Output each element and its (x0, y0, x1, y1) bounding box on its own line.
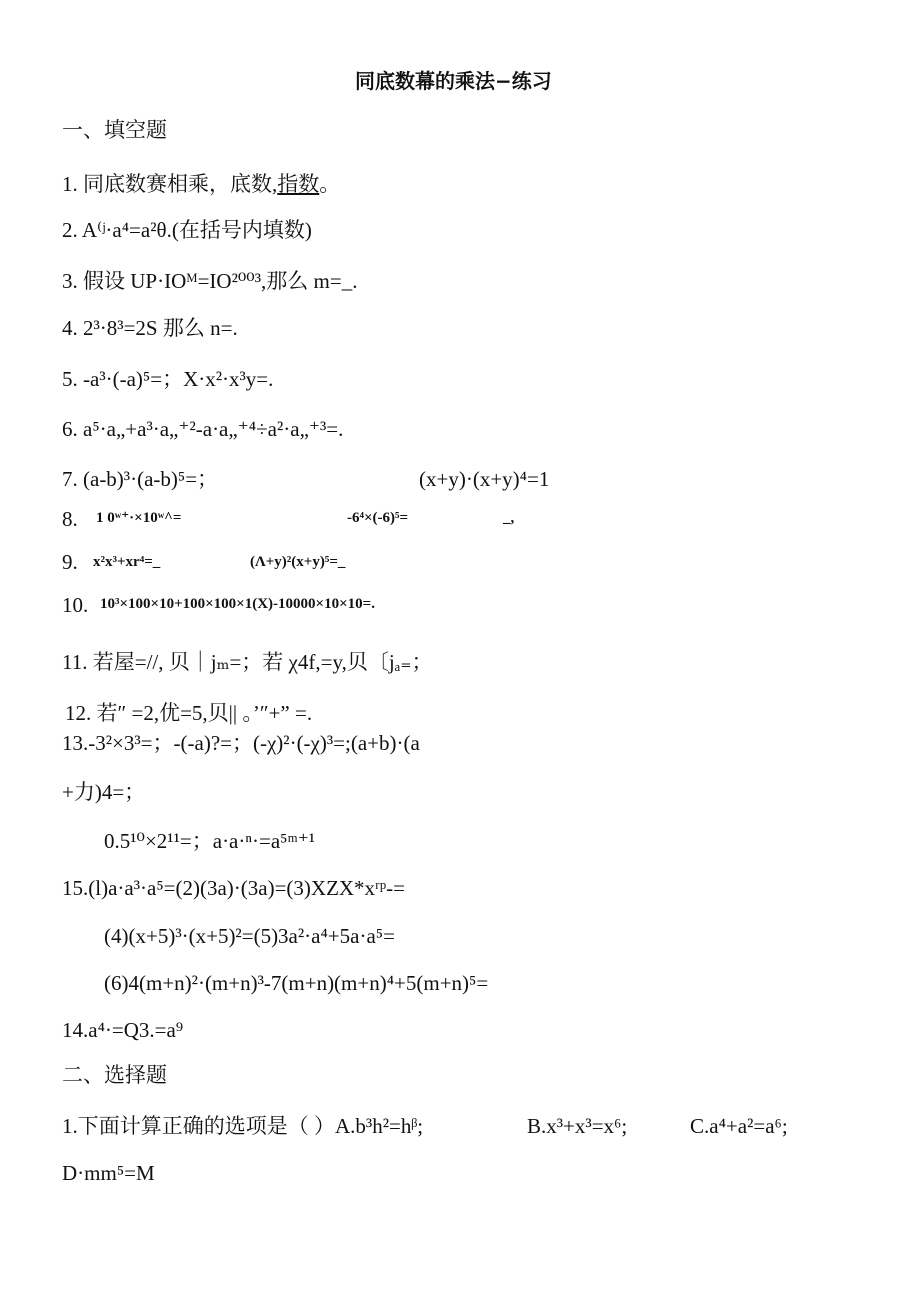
question-14: 14.a⁴·=Q3.=a⁹ (62, 1018, 184, 1042)
question-7-left: 7. (a-b)³·(a-b)⁵=； (62, 467, 219, 491)
question-12: 12. 若″ =2,优=5,贝|| 。’″+” =. (65, 701, 313, 725)
question-11: 11. 若屋=//, 贝｜jₘ=；若 χ4f,=y,贝〔jₐ₌； (62, 650, 433, 674)
question-8-number: 8. (62, 507, 78, 531)
question-13-line-2: +力)4=； (62, 780, 146, 804)
page-title: 同底数幕的乘法−练习 (355, 69, 552, 93)
question-7-right: (x+y)·(x+y)⁴=1 (419, 467, 550, 491)
question-1-text: 1. 同底数赛相乘，底数, (62, 172, 278, 196)
mc-question-1-stem: 1.下面计算正确的选项是（ ）A.b³h²=hᵝ; (62, 1114, 424, 1138)
question-13-line-1: 13.-3²×3³=；-(-a)?=；(-χ)²·(-χ)³=;(a+b)·(a (62, 731, 420, 755)
question-5: 5. -a³·(-a)⁵=；X·x²·x³y=. (62, 367, 274, 391)
question-10-text: 10³×100×10+100×100×1(X)-10000×10×10=. (100, 596, 375, 612)
question-1-tail: 。 (319, 172, 341, 196)
question-13-line-3: 0.5¹⁰×2¹¹=；a·a·ⁿ·=a⁵ᵐ⁺¹ (104, 829, 316, 853)
question-15-line-1: 15.(l)a·a³·a⁵=(2)(3a)·(3a)=(3)XZX*xʳᵖ-= (62, 876, 405, 900)
question-15-line-3: (6)4(m+n)²·(m+n)³-7(m+n)(m+n)⁴+5(m+n)⁵= (104, 971, 489, 995)
mc-question-1-option-c: C.a⁴+a²=a⁶; (690, 1114, 788, 1138)
question-8-right: _, (503, 510, 515, 526)
question-8-middle: -6⁴×(-6)⁵= (347, 510, 409, 526)
question-3: 3. 假设 UP·IOᴹ=IO²⁰⁰³,那么 m=_. (62, 269, 358, 293)
question-2: 2. A⁽ʲ·a⁴=a²θ.(在括号内填数) (62, 218, 312, 242)
question-10-number: 10. (62, 593, 89, 617)
question-9-left: x²x³+xr⁴=_ (93, 554, 161, 570)
question-9-right: (Λ+y)²(x+y)⁵=_ (250, 554, 346, 570)
question-6: 6. a⁵·a„+a³·a„⁺²-a·a„⁺⁴÷a²·a„⁺³=. (62, 417, 344, 441)
section-multiple-choice-heading: 二、选择题 (62, 1063, 167, 1087)
question-8-left: 1 0ʷ⁺·×10ʷ^= (96, 510, 182, 526)
question-1-underlined: 指数 (277, 172, 320, 196)
question-1 (62, 174, 340, 195)
question-4: 4. 2³·8³=2S 那么 n=. (62, 316, 238, 340)
question-9-number: 9. (62, 550, 78, 574)
mc-question-1-option-d: D·mm⁵=M (62, 1161, 155, 1185)
mc-question-1-option-b: B.x³+x³=x⁶; (527, 1114, 628, 1138)
section-fill-blank-heading: 一、填空题 (62, 118, 167, 142)
question-15-line-2: (4)(x+5)³·(x+5)²=(5)3a²·a⁴+5a·a⁵= (104, 924, 395, 948)
